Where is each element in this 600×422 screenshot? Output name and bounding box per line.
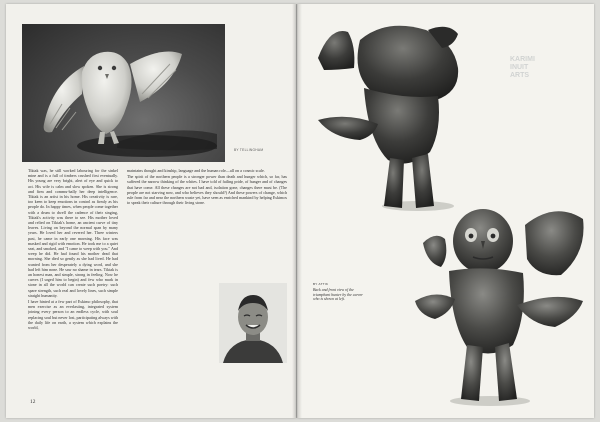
background-print-line: ARTS	[510, 72, 530, 79]
caption-text: Back and front view of the triumphant hunter by the carver who is shown at left.	[313, 287, 363, 302]
article-paragraph: The spirit of the northern people is a stronger power than death and hunger which, so far, has suffered the narrow thinking of the whites. I have told of failing pride, of hunger and of changes that have come. All these changes are not bad and, isolation gone, changes there must be. (The people are not starving now, and who believes they should?) And these powers of change, which rule from far and near the northern waste yet, have seen as enriched mankind by helping Eskimos to speak their culture through their living stone.	[127, 174, 287, 206]
hunter-sculpture-back-view	[308, 20, 488, 220]
sculpture-caption	[313, 282, 369, 302]
article-paragraph: I have hinted at a few part of Eskimo philosophy, that men exercise as an everlasting, integrated system joining every person to an endless cycle, with soul replacing soul but never lost, participating always with the daily life on earth, a system which explains the world,	[28, 299, 118, 331]
hunter-sculpture-front-view	[405, 205, 595, 415]
article-column-right	[127, 168, 287, 228]
article-paragraph: Tiktak was, he still worked labouring for the sinkel mine and is a full of timbers crushed first eventually. His young are very bright, alert of eye and quick to act. His wife is calm and slow spoken. She is strong and firm and commu-bally her deep intelligence. Tiktak is an artist in his home. His creativity is rare, too keen to keep emotions in control as firmly as his people do. In happy times, when people come together with a drum to dwell the cadence of their singing, Tiktak's activity was there to see. His mother loved and relied on Tiktak's home, an ancient curve of tiny leaves. Living on beyond the normal span by many years. He loved her and revered her. Three winters past, he came in early one morning. His face was masked and rigid with emotion. He took me to a quiet seat, and smoked, and "I came to weep with you." And weep he did. He had found his mother dead that morning. She died so gently as she had lived. He had wanted from her desperately a dying word, and she had left him none. He saw no shame in tears. Tiktak is an honest man, and simple, strong in feeling. Now he carves (I urged him to begin) and few who mark in stone in all the world can create such poetry: such spare strength, such real and lovely lines, such simple straight humanity.	[28, 168, 118, 298]
carver-portrait-photo	[219, 283, 287, 363]
page-number: 12	[30, 399, 36, 405]
article-column-left	[28, 168, 118, 388]
photo-credit: BY TELLINGHAM	[234, 148, 264, 152]
bird-sculpture-image	[22, 24, 225, 162]
background-print-line: KARIMI	[510, 56, 535, 63]
bird-sculpture-photo	[22, 24, 225, 162]
background-print-line: INUIT	[510, 64, 529, 71]
background-print	[510, 56, 580, 136]
carver-portrait-image	[219, 283, 287, 363]
spine-gutter	[292, 4, 302, 418]
caption-credit: BY ATTIK	[313, 282, 329, 286]
article-paragraph: maintains thought and kinship, language and the human role—all on a cosmic scale.	[127, 168, 265, 173]
